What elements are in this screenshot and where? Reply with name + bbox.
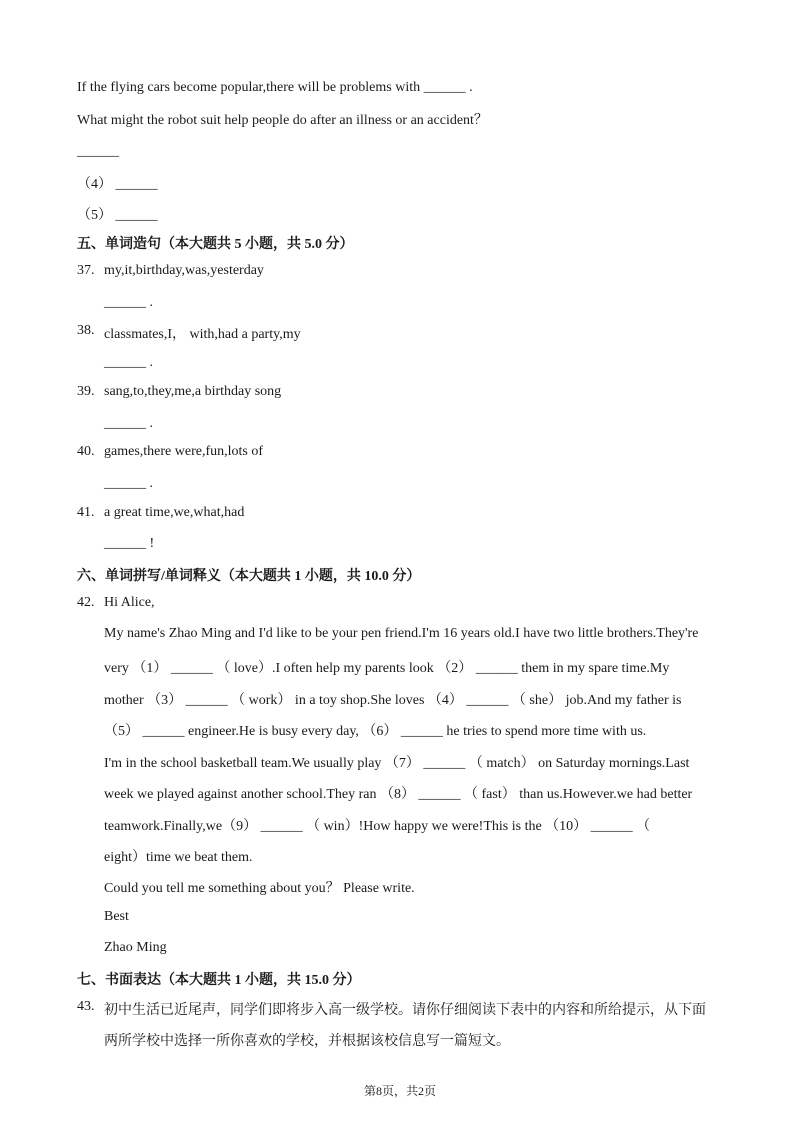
question-line: If the flying cars become popular,there will be problems with ______ . xyxy=(77,80,473,95)
answer-blank: ______ . xyxy=(104,416,153,431)
answer-blank: ______ . xyxy=(104,476,153,491)
letter-line: week we played against another school.They ran （8） ______ （ fast） than us.However.we had better xyxy=(104,787,693,802)
section-heading: 七、书面表达（本大题共 1 小题，共 15.0 分） xyxy=(77,973,361,988)
letter-line: teamwork.Finally,we（9） ______ （ win）!How happy we were!This is the （10） ______ （ xyxy=(104,819,651,834)
letter-line: very （1） ______ （ love）.I often help my parents look （2） ______ them in my spare time.My xyxy=(104,661,670,676)
question-text: my,it,birthday,was,yesterday xyxy=(104,263,264,278)
question-text: classmates,I， with,had a party,my xyxy=(104,327,301,342)
letter-signature: Zhao Ming xyxy=(104,940,167,955)
question-number: 40. xyxy=(77,444,95,459)
letter-line: （5） ______ engineer.He is busy every day, （6） ______ he tries to spend more time with us. xyxy=(104,724,647,739)
question-number: 38. xyxy=(77,323,95,338)
answer-blank: （5） ______ xyxy=(77,208,158,223)
question-number: 43. xyxy=(77,999,95,1014)
question-text: games,there were,fun,lots of xyxy=(104,444,263,459)
answer-blank: ______ ! xyxy=(104,536,155,551)
question-text: sang,to,they,me,a birthday song xyxy=(104,384,282,399)
question-line: What might the robot suit help people do after an illness or an accident？ xyxy=(77,113,488,128)
answer-blank: ______ . xyxy=(104,295,153,310)
question-number: 42. xyxy=(77,595,95,610)
section-heading: 五、单词造句（本大题共 5 小题，共 5.0 分） xyxy=(77,237,354,252)
letter-line: My name's Zhao Ming and I'd like to be your pen friend.I'm 16 years old.I have two little brothers.They're xyxy=(104,626,699,641)
answer-blank: （4） ______ xyxy=(77,177,158,192)
question-text: 初中生活已近尾声，同学们即将步入高一级学校。请你仔细阅读下表中的内容和所给提示，从下面 xyxy=(104,1003,706,1018)
letter-line: mother （3） ______ （ work） in a toy shop.She loves （4） ______ （ she） job.And my father is xyxy=(104,693,682,708)
letter-line: I'm in the school basketball team.We usually play （7） ______ （ match） on Saturday mornings.Last xyxy=(104,756,690,771)
question-number: 41. xyxy=(77,505,95,520)
answer-blank: ______ xyxy=(77,144,119,159)
question-text: a great time,we,what,had xyxy=(104,505,245,520)
section-heading: 六、单词拼写/单词释义（本大题共 1 小题，共 10.0 分） xyxy=(77,569,421,584)
letter-line: eight）time we beat them. xyxy=(104,850,253,865)
answer-blank: ______ . xyxy=(104,355,153,370)
question-number: 39. xyxy=(77,384,95,399)
letter-line: Could you tell me something about you？ Please write. xyxy=(104,881,415,896)
question-number: 37. xyxy=(77,263,95,278)
letter-greeting: Hi Alice, xyxy=(104,595,155,610)
question-text: 两所学校中选择一所你喜欢的学校，并根据该校信息写一篇短文。 xyxy=(104,1034,510,1049)
page-footer: 第8页，共2页 xyxy=(363,1084,436,1098)
letter-closing: Best xyxy=(104,909,129,924)
